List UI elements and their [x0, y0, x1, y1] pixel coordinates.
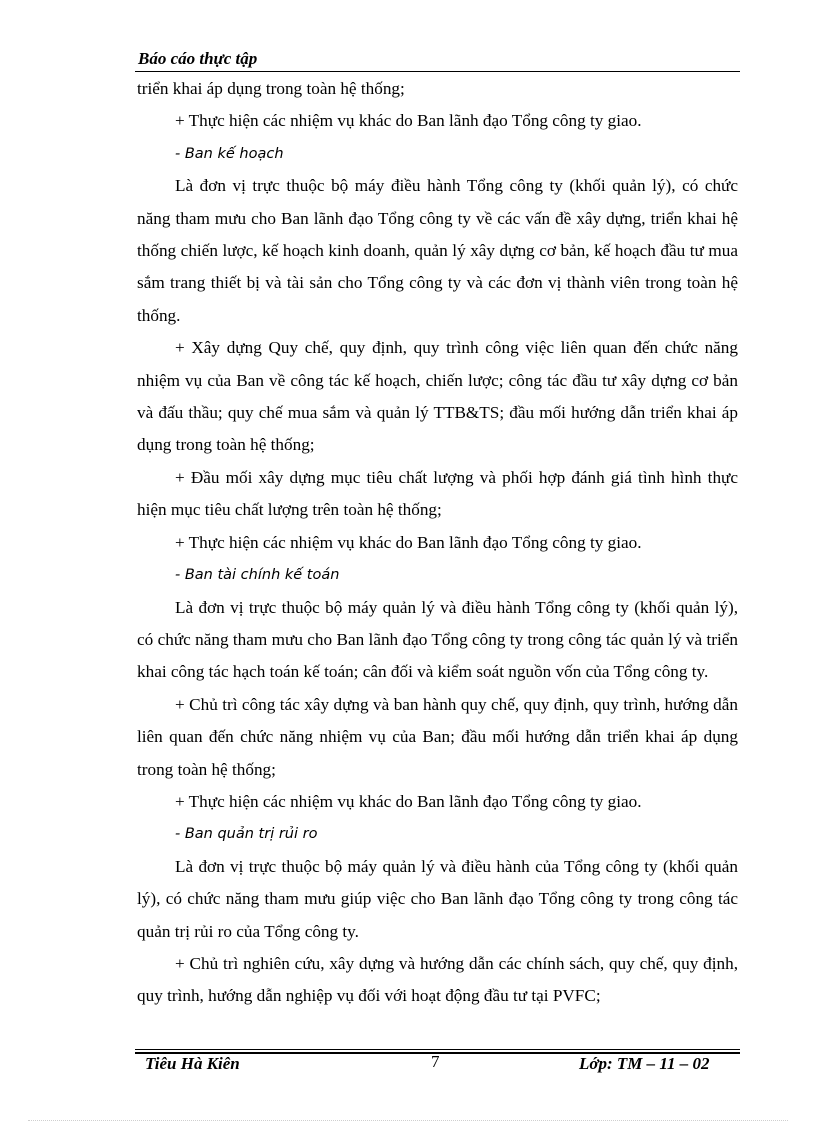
paragraph: + Chủ trì công tác xây dựng và ban hành quy chế, quy định, quy trình, hướng dẫn liên quan đến chức năng nhiệm vụ của Ban; đầu mối hướng dẫn triển khai áp dụng trong toàn hệ thống;: [137, 694, 738, 779]
section-heading: - Ban tài chính kế toán: [175, 567, 340, 584]
paragraph: + Thực hiện các nhiệm vụ khác do Ban lãnh đạo Tổng công ty giao.: [175, 791, 642, 811]
page-number: 7: [431, 1052, 440, 1071]
paragraph: + Xây dựng Quy chế, quy định, quy trình công việc liên quan đến chức năng nhiệm vụ của Ban về công tác kế hoạch, chiến lược; công tác đầu tư xây dựng cơ bản và đấu thầu; quy chế mua sắm và quản lý TTB&TS; đầu mối hướng dẫn triển khai áp dụng trong toàn hệ thống;: [137, 338, 738, 455]
footer-class: Lớp: TM – 11 – 02: [579, 1054, 710, 1073]
footer-divider: [135, 1049, 740, 1050]
header-divider: [135, 71, 740, 72]
section-heading: - Ban quản trị rủi ro: [175, 826, 318, 843]
header-title: Báo cáo thực tập: [138, 49, 258, 68]
paragraph: Là đơn vị trực thuộc bộ máy điều hành Tổng công ty (khối quản lý), có chức năng tham mưu cho Ban lãnh đạo Tổng công ty về các vấn đề xây dựng, triển khai hệ thống chiến lược, kế hoạch kinh doanh, quản lý xây dựng cơ bản, kế hoạch đầu tư mua sắm trang thiết bị và tài sản cho Tổng công ty và các đơn vị thành viên trong toàn hệ thống.: [137, 176, 738, 325]
paragraph: triển khai áp dụng trong toàn hệ thống;: [137, 79, 405, 98]
paragraph: + Thực hiện các nhiệm vụ khác do Ban lãnh đạo Tổng công ty giao.: [175, 111, 642, 131]
paragraph: Là đơn vị trực thuộc bộ máy quản lý và điều hành Tổng công ty (khối quản lý), có chức năng tham mưu cho Ban lãnh đạo Tổng công ty trong công tác quản lý và triển khai công tác hạch toán kế toán; cân đối và kiểm soát nguồn vốn của Tổng công ty.: [137, 597, 738, 682]
body-text: [137, 73, 738, 1013]
footer-author: Tiêu Hà Kiên: [145, 1054, 240, 1073]
paragraph: + Thực hiện các nhiệm vụ khác do Ban lãnh đạo Tổng công ty giao.: [175, 532, 642, 552]
paragraph: Là đơn vị trực thuộc bộ máy quản lý và điều hành của Tổng công ty (khối quản lý), có chức năng tham mưu giúp việc cho Ban lãnh đạo Tổng công ty trong công tác quản trị rủi ro của Tổng công ty.: [137, 856, 738, 941]
paragraph: + Đầu mối xây dựng mục tiêu chất lượng và phối hợp đánh giá tình hình thực hiện mục tiêu chất lượng trên toàn hệ thống;: [137, 467, 738, 520]
paragraph: + Chủ trì nghiên cứu, xây dựng và hướng dẫn các chính sách, quy chế, quy định, quy trình, hướng dẫn nghiệp vụ đối với hoạt động đầu tư tại PVFC;: [137, 953, 738, 1006]
section-heading: - Ban kế hoạch: [175, 145, 284, 162]
page-boundary: [28, 1120, 788, 1121]
